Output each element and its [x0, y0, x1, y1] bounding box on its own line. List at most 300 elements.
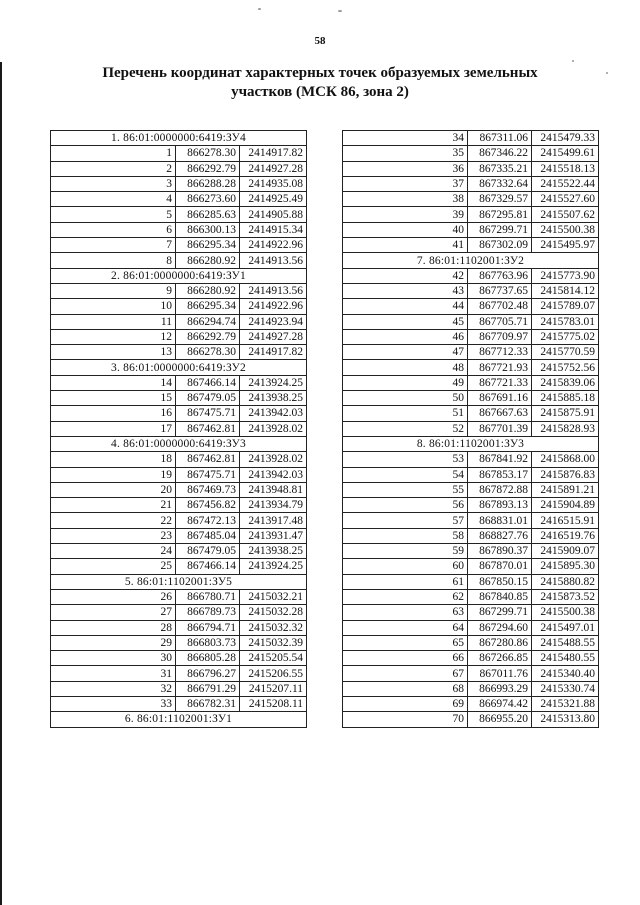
x-coordinate-cell: 867709.97	[468, 329, 532, 344]
y-coordinate-cell: 2415891.21	[532, 482, 599, 497]
point-number-cell: 54	[343, 467, 468, 482]
x-coordinate-cell: 867294.60	[468, 620, 532, 635]
y-coordinate-cell: 2415839.06	[532, 375, 599, 390]
coordinate-row	[343, 482, 599, 497]
x-coordinate-cell: 867712.33	[468, 345, 532, 360]
y-coordinate-cell: 2414913.56	[240, 283, 307, 298]
x-coordinate-cell: 867295.81	[468, 207, 532, 222]
point-number-cell: 13	[51, 345, 176, 360]
coordinate-row	[343, 360, 599, 375]
x-coordinate-cell: 867011.76	[468, 666, 532, 681]
coordinate-row	[51, 620, 307, 635]
x-coordinate-cell: 866295.34	[176, 238, 240, 253]
y-coordinate-cell: 2415876.83	[532, 467, 599, 482]
x-coordinate-cell: 866294.74	[176, 314, 240, 329]
point-number-cell: 45	[343, 314, 468, 329]
parcel-header-row	[51, 131, 307, 146]
y-coordinate-cell: 2415207.11	[240, 681, 307, 696]
parcel-header: 2. 86:01:0000000:6419:ЗУ1	[51, 268, 307, 283]
point-number-cell: 1	[51, 146, 176, 161]
point-number-cell: 22	[51, 513, 176, 528]
y-coordinate-cell: 2415495.97	[532, 238, 599, 253]
y-coordinate-cell: 2415773.90	[532, 268, 599, 283]
x-coordinate-cell: 867763.96	[468, 268, 532, 283]
coordinate-row	[343, 207, 599, 222]
x-coordinate-cell: 867485.04	[176, 528, 240, 543]
parcel-header-row	[51, 574, 307, 589]
coordinate-row	[51, 146, 307, 161]
x-coordinate-cell: 867893.13	[468, 498, 532, 513]
x-coordinate-cell: 866300.13	[176, 222, 240, 237]
point-number-cell: 9	[51, 283, 176, 298]
y-coordinate-cell: 2414925.49	[240, 192, 307, 207]
y-coordinate-cell: 2415206.55	[240, 666, 307, 681]
x-coordinate-cell: 867691.16	[468, 391, 532, 406]
point-number-cell: 55	[343, 482, 468, 497]
x-coordinate-cell: 866974.42	[468, 696, 532, 711]
point-number-cell: 4	[51, 192, 176, 207]
y-coordinate-cell: 2413948.81	[240, 482, 307, 497]
x-coordinate-cell: 866273.60	[176, 192, 240, 207]
point-number-cell: 5	[51, 207, 176, 222]
x-coordinate-cell: 867472.13	[176, 513, 240, 528]
x-coordinate-cell: 867705.71	[468, 314, 532, 329]
y-coordinate-cell: 2415880.82	[532, 574, 599, 589]
x-coordinate-cell: 866789.73	[176, 605, 240, 620]
x-coordinate-cell: 867841.92	[468, 452, 532, 467]
point-number-cell: 44	[343, 299, 468, 314]
coordinate-row	[343, 681, 599, 696]
point-number-cell: 36	[343, 161, 468, 176]
x-coordinate-cell: 867890.37	[468, 544, 532, 559]
point-number-cell: 25	[51, 559, 176, 574]
title-line-2: участков (МСК 86, зона 2)	[231, 84, 409, 100]
y-coordinate-cell: 2414917.82	[240, 146, 307, 161]
x-coordinate-cell: 868827.76	[468, 528, 532, 543]
point-number-cell: 42	[343, 268, 468, 283]
coordinate-row	[51, 513, 307, 528]
x-coordinate-cell: 867667.63	[468, 406, 532, 421]
coordinate-row	[343, 651, 599, 666]
coordinate-row	[343, 283, 599, 298]
y-coordinate-cell: 2415775.02	[532, 329, 599, 344]
y-coordinate-cell: 2415873.52	[532, 589, 599, 604]
x-coordinate-cell: 867872.88	[468, 482, 532, 497]
x-coordinate-cell: 866278.30	[176, 345, 240, 360]
point-number-cell: 39	[343, 207, 468, 222]
x-coordinate-cell: 867332.64	[468, 176, 532, 191]
coordinate-row	[51, 314, 307, 329]
point-number-cell: 24	[51, 544, 176, 559]
y-coordinate-cell: 2415499.61	[532, 146, 599, 161]
parcel-header-row	[343, 436, 599, 451]
x-coordinate-cell: 867299.71	[468, 605, 532, 620]
x-coordinate-cell: 866292.79	[176, 161, 240, 176]
y-coordinate-cell: 2414927.28	[240, 329, 307, 344]
coordinate-row	[51, 283, 307, 298]
x-coordinate-cell: 867469.73	[176, 482, 240, 497]
y-coordinate-cell: 2413931.47	[240, 528, 307, 543]
y-coordinate-cell: 2414917.82	[240, 345, 307, 360]
point-number-cell: 68	[343, 681, 468, 696]
coordinate-row	[343, 498, 599, 513]
parcel-header: 4. 86:01:0000000:6419:ЗУ3	[51, 436, 307, 451]
scan-speck	[572, 60, 574, 62]
coordinate-row	[343, 314, 599, 329]
x-coordinate-cell: 867462.81	[176, 421, 240, 436]
coordinate-row	[343, 635, 599, 650]
x-coordinate-cell: 867466.14	[176, 559, 240, 574]
point-number-cell: 51	[343, 406, 468, 421]
point-number-cell: 66	[343, 651, 468, 666]
coordinate-row	[343, 345, 599, 360]
x-coordinate-cell: 867479.05	[176, 544, 240, 559]
x-coordinate-cell: 866288.28	[176, 176, 240, 191]
point-number-cell: 37	[343, 176, 468, 191]
point-number-cell: 41	[343, 238, 468, 253]
coordinate-row	[51, 329, 307, 344]
y-coordinate-cell: 2415789.07	[532, 299, 599, 314]
x-coordinate-cell: 867299.71	[468, 222, 532, 237]
x-coordinate-cell: 867462.81	[176, 452, 240, 467]
coordinate-row	[51, 635, 307, 650]
y-coordinate-cell: 2414913.56	[240, 253, 307, 268]
coordinate-row	[343, 299, 599, 314]
point-number-cell: 3	[51, 176, 176, 191]
point-number-cell: 30	[51, 651, 176, 666]
x-coordinate-cell: 867850.15	[468, 574, 532, 589]
x-coordinate-cell: 866794.71	[176, 620, 240, 635]
coordinate-row	[343, 467, 599, 482]
x-coordinate-cell: 866955.20	[468, 712, 532, 727]
y-coordinate-cell: 2414935.08	[240, 176, 307, 191]
coordinate-row	[51, 391, 307, 406]
parcel-header-row	[51, 360, 307, 375]
point-number-cell: 31	[51, 666, 176, 681]
y-coordinate-cell: 2415208.11	[240, 696, 307, 711]
point-number-cell: 52	[343, 421, 468, 436]
x-coordinate-cell: 867702.48	[468, 299, 532, 314]
y-coordinate-cell: 2415909.07	[532, 544, 599, 559]
x-coordinate-cell: 866993.29	[468, 681, 532, 696]
y-coordinate-cell: 2415488.55	[532, 635, 599, 650]
x-coordinate-cell: 866782.31	[176, 696, 240, 711]
coordinate-row	[51, 666, 307, 681]
y-coordinate-cell: 2415480.55	[532, 651, 599, 666]
x-coordinate-cell: 867737.65	[468, 283, 532, 298]
coordinate-row	[51, 651, 307, 666]
coordinate-row	[343, 513, 599, 528]
y-coordinate-cell: 2415895.30	[532, 559, 599, 574]
coordinate-row	[51, 207, 307, 222]
point-number-cell: 59	[343, 544, 468, 559]
y-coordinate-cell: 2413924.25	[240, 559, 307, 574]
coordinate-row	[343, 131, 599, 146]
coordinate-row	[343, 268, 599, 283]
point-number-cell: 61	[343, 574, 468, 589]
point-number-cell: 8	[51, 253, 176, 268]
point-number-cell: 20	[51, 482, 176, 497]
x-coordinate-cell: 866805.28	[176, 651, 240, 666]
point-number-cell: 47	[343, 345, 468, 360]
page-number: 58	[314, 35, 326, 47]
point-number-cell: 27	[51, 605, 176, 620]
point-number-cell: 10	[51, 299, 176, 314]
point-number-cell: 34	[343, 131, 468, 146]
x-coordinate-cell: 866280.92	[176, 253, 240, 268]
coordinate-row	[51, 192, 307, 207]
parcel-header: 7. 86:01:1102001:ЗУ2	[343, 253, 599, 268]
y-coordinate-cell: 2415770.59	[532, 345, 599, 360]
y-coordinate-cell: 2415500.38	[532, 222, 599, 237]
x-coordinate-cell: 868831.01	[468, 513, 532, 528]
coordinate-row	[51, 467, 307, 482]
point-number-cell: 56	[343, 498, 468, 513]
coordinate-row	[343, 146, 599, 161]
parcel-header-row	[51, 712, 307, 727]
y-coordinate-cell: 2415904.89	[532, 498, 599, 513]
x-coordinate-cell: 867329.57	[468, 192, 532, 207]
point-number-cell: 26	[51, 589, 176, 604]
y-coordinate-cell: 2414927.28	[240, 161, 307, 176]
parcel-header: 3. 86:01:0000000:6419:ЗУ2	[51, 360, 307, 375]
x-coordinate-cell: 867840.85	[468, 589, 532, 604]
point-number-cell: 14	[51, 375, 176, 390]
y-coordinate-cell: 2415814.12	[532, 283, 599, 298]
x-coordinate-cell: 867280.86	[468, 635, 532, 650]
point-number-cell: 67	[343, 666, 468, 681]
y-coordinate-cell: 2413942.03	[240, 406, 307, 421]
coordinate-row	[343, 176, 599, 191]
point-number-cell: 6	[51, 222, 176, 237]
point-number-cell: 35	[343, 146, 468, 161]
x-coordinate-cell: 867335.21	[468, 161, 532, 176]
x-coordinate-cell: 867870.01	[468, 559, 532, 574]
point-number-cell: 65	[343, 635, 468, 650]
point-number-cell: 38	[343, 192, 468, 207]
y-coordinate-cell: 2416519.76	[532, 528, 599, 543]
point-number-cell: 63	[343, 605, 468, 620]
y-coordinate-cell: 2415507.62	[532, 207, 599, 222]
coordinate-row	[51, 482, 307, 497]
point-number-cell: 40	[343, 222, 468, 237]
coordinate-row	[343, 712, 599, 727]
y-coordinate-cell: 2415313.80	[532, 712, 599, 727]
coordinate-row	[343, 391, 599, 406]
y-coordinate-cell: 2415868.00	[532, 452, 599, 467]
point-number-cell: 46	[343, 329, 468, 344]
point-number-cell: 70	[343, 712, 468, 727]
point-number-cell: 60	[343, 559, 468, 574]
point-number-cell: 49	[343, 375, 468, 390]
point-number-cell: 62	[343, 589, 468, 604]
point-number-cell: 48	[343, 360, 468, 375]
coordinate-row	[51, 253, 307, 268]
point-number-cell: 53	[343, 452, 468, 467]
coordinate-row	[343, 161, 599, 176]
coordinate-row	[343, 222, 599, 237]
point-number-cell: 19	[51, 467, 176, 482]
y-coordinate-cell: 2415032.39	[240, 635, 307, 650]
point-number-cell: 12	[51, 329, 176, 344]
coordinate-row	[51, 528, 307, 543]
y-coordinate-cell: 2415032.28	[240, 605, 307, 620]
coordinate-row	[343, 452, 599, 467]
coordinate-row	[343, 329, 599, 344]
point-number-cell: 32	[51, 681, 176, 696]
x-coordinate-cell: 866796.27	[176, 666, 240, 681]
point-number-cell: 33	[51, 696, 176, 711]
y-coordinate-cell: 2414922.96	[240, 238, 307, 253]
x-coordinate-cell: 867721.93	[468, 360, 532, 375]
x-coordinate-cell: 867456.82	[176, 498, 240, 513]
parcel-header-row	[343, 253, 599, 268]
scan-speck	[338, 10, 342, 12]
y-coordinate-cell: 2415497.01	[532, 620, 599, 635]
y-coordinate-cell: 2415340.40	[532, 666, 599, 681]
coordinate-row	[51, 589, 307, 604]
x-coordinate-cell: 866280.92	[176, 283, 240, 298]
y-coordinate-cell: 2413938.25	[240, 391, 307, 406]
parcel-header: 8. 86:01:1102001:ЗУ3	[343, 436, 599, 451]
coordinate-row	[51, 161, 307, 176]
coordinate-row	[343, 696, 599, 711]
parcel-header: 1. 86:01:0000000:6419:ЗУ4	[51, 131, 307, 146]
x-coordinate-cell: 866278.30	[176, 146, 240, 161]
y-coordinate-cell: 2413938.25	[240, 544, 307, 559]
coordinate-row	[343, 589, 599, 604]
point-number-cell: 7	[51, 238, 176, 253]
point-number-cell: 11	[51, 314, 176, 329]
parcel-header-row	[51, 436, 307, 451]
parcel-header-row	[51, 268, 307, 283]
y-coordinate-cell: 2413942.03	[240, 467, 307, 482]
x-coordinate-cell: 867721.33	[468, 375, 532, 390]
coordinate-row	[51, 498, 307, 513]
point-number-cell: 16	[51, 406, 176, 421]
coordinates-table-right	[342, 130, 599, 728]
x-coordinate-cell: 867853.17	[468, 467, 532, 482]
coordinate-row	[51, 559, 307, 574]
coordinate-row	[343, 528, 599, 543]
y-coordinate-cell: 2415885.18	[532, 391, 599, 406]
coordinate-row	[343, 421, 599, 436]
y-coordinate-cell: 2414905.88	[240, 207, 307, 222]
x-coordinate-cell: 867466.14	[176, 375, 240, 390]
scan-speck	[606, 72, 608, 74]
y-coordinate-cell: 2415205.54	[240, 651, 307, 666]
y-coordinate-cell: 2415522.44	[532, 176, 599, 191]
coordinate-row	[343, 544, 599, 559]
x-coordinate-cell: 867311.06	[468, 131, 532, 146]
coordinate-row	[343, 620, 599, 635]
y-coordinate-cell: 2415783.01	[532, 314, 599, 329]
y-coordinate-cell: 2415032.32	[240, 620, 307, 635]
y-coordinate-cell: 2415875.91	[532, 406, 599, 421]
coordinate-row	[51, 176, 307, 191]
point-number-cell: 18	[51, 452, 176, 467]
x-coordinate-cell: 867475.71	[176, 467, 240, 482]
coordinate-row	[51, 375, 307, 390]
y-coordinate-cell: 2413928.02	[240, 452, 307, 467]
title-line-1: Перечень координат характерных точек образуемых земельных	[102, 65, 538, 81]
point-number-cell: 58	[343, 528, 468, 543]
x-coordinate-cell: 866285.63	[176, 207, 240, 222]
point-number-cell: 15	[51, 391, 176, 406]
coordinate-row	[51, 345, 307, 360]
point-number-cell: 2	[51, 161, 176, 176]
x-coordinate-cell: 867701.39	[468, 421, 532, 436]
y-coordinate-cell: 2415500.38	[532, 605, 599, 620]
x-coordinate-cell: 866791.29	[176, 681, 240, 696]
y-coordinate-cell: 2415321.88	[532, 696, 599, 711]
point-number-cell: 43	[343, 283, 468, 298]
y-coordinate-cell: 2413917.48	[240, 513, 307, 528]
coordinate-row	[51, 421, 307, 436]
y-coordinate-cell: 2413924.25	[240, 375, 307, 390]
parcel-header: 6. 86:01:1102001:ЗУ1	[51, 712, 307, 727]
scan-margin-line	[0, 62, 2, 905]
coordinate-row	[51, 696, 307, 711]
y-coordinate-cell: 2415330.74	[532, 681, 599, 696]
x-coordinate-cell: 866780.71	[176, 589, 240, 604]
coordinate-row	[343, 375, 599, 390]
coordinate-row	[343, 559, 599, 574]
y-coordinate-cell: 2415479.33	[532, 131, 599, 146]
coordinate-row	[51, 681, 307, 696]
y-coordinate-cell: 2415032.21	[240, 589, 307, 604]
coordinate-row	[343, 238, 599, 253]
x-coordinate-cell: 867302.09	[468, 238, 532, 253]
point-number-cell: 50	[343, 391, 468, 406]
x-coordinate-cell: 866295.34	[176, 299, 240, 314]
y-coordinate-cell: 2415527.60	[532, 192, 599, 207]
y-coordinate-cell: 2414915.34	[240, 222, 307, 237]
parcel-header: 5. 86:01:1102001:ЗУ5	[51, 574, 307, 589]
x-coordinate-cell: 867475.71	[176, 406, 240, 421]
coordinate-row	[51, 222, 307, 237]
y-coordinate-cell: 2415518.13	[532, 161, 599, 176]
coordinate-row	[51, 406, 307, 421]
point-number-cell: 28	[51, 620, 176, 635]
scan-speck	[258, 8, 261, 10]
coordinate-row	[343, 574, 599, 589]
y-coordinate-cell: 2413928.02	[240, 421, 307, 436]
point-number-cell: 29	[51, 635, 176, 650]
y-coordinate-cell: 2415752.56	[532, 360, 599, 375]
x-coordinate-cell: 867479.05	[176, 391, 240, 406]
point-number-cell: 17	[51, 421, 176, 436]
coordinate-row	[51, 238, 307, 253]
x-coordinate-cell: 867266.85	[468, 651, 532, 666]
x-coordinate-cell: 867346.22	[468, 146, 532, 161]
coordinates-table-left	[50, 130, 307, 728]
coordinate-row	[343, 192, 599, 207]
point-number-cell: 69	[343, 696, 468, 711]
coordinate-row	[51, 605, 307, 620]
x-coordinate-cell: 866803.73	[176, 635, 240, 650]
point-number-cell: 57	[343, 513, 468, 528]
y-coordinate-cell: 2413934.79	[240, 498, 307, 513]
x-coordinate-cell: 866292.79	[176, 329, 240, 344]
y-coordinate-cell: 2416515.91	[532, 513, 599, 528]
point-number-cell: 64	[343, 620, 468, 635]
point-number-cell: 23	[51, 528, 176, 543]
y-coordinate-cell: 2415828.93	[532, 421, 599, 436]
coordinate-row	[51, 544, 307, 559]
document-title	[100, 64, 540, 102]
coordinate-row	[343, 605, 599, 620]
